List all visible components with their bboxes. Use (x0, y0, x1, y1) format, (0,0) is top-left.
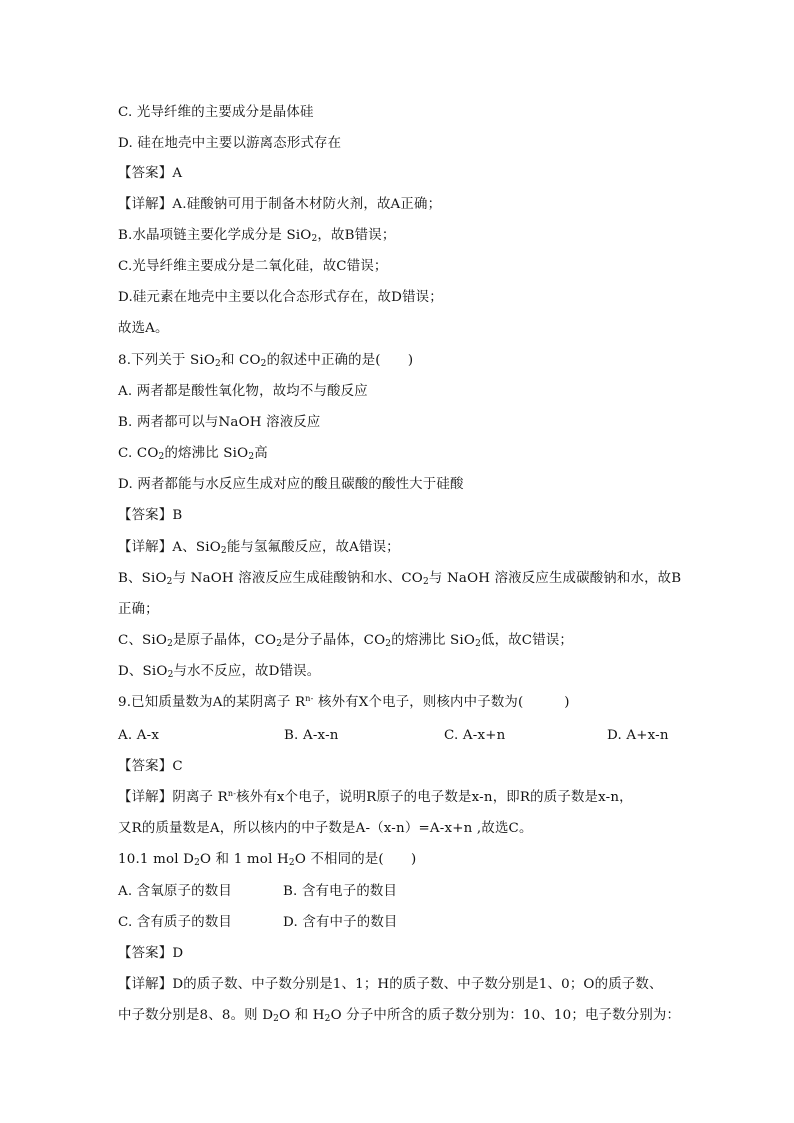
answer-value: A (172, 166, 183, 181)
q10-detail-2: 中子数分别是8、8。则 $D_2O$ 和 $H_2O$ 分子中所含的质子数分别为：10、10；电子数分别为： (118, 1008, 681, 1024)
q10-options-row-1 (118, 883, 518, 901)
detail-label: 【详解】 (118, 790, 173, 805)
q10-stem: 10.1 mol $D_2O$ 和 1 mol $H_2O$ 不相同的是( ) (118, 852, 417, 868)
answer-label: 【答案】 (118, 508, 173, 523)
q7-detail-5: 故选A。 (118, 321, 169, 336)
q8-option-c: C. $CO_2$的熔沸比 SiO$_2$高 (118, 446, 268, 462)
q7-option-d: D. 硅在地壳中主要以游离态形式存在 (118, 136, 342, 151)
q8-detail-4: D、SiO$_2$与水不反应，故D错误。 (118, 664, 321, 680)
answer-label: 【答案】 (118, 759, 173, 774)
q9-option-a: A. A-x (118, 728, 160, 743)
q10-option-a: A. 含氧原子的数目 (118, 884, 232, 899)
answer-value: D (172, 946, 184, 961)
q8-option-d: D. 两者都能与水反应生成对应的酸且碳酸的酸性大于硅酸 (118, 477, 464, 492)
q8-detail-3: C、SiO$_2$是原子晶体，$CO_2$是分子晶体，$CO_2$的熔沸比 SiO$_2$低，故C错误； (118, 633, 574, 649)
q10-detail-1: 【详解】D的质子数、中子数分别是1、1；H的质子数、中子数分别是1、0；O的质子数、 (118, 977, 663, 992)
q9-detail-2: 又R的质量数是A，所以核内的中子数是A-（x-n）=A-x+n ,故选C。 (118, 821, 533, 836)
detail-label: 【详解】 (118, 197, 173, 212)
q9-detail-1: 【详解】阴离子 $R^{n-}$核外有x个电子，说明R原子的电子数是x-n，即R的质子数是x-n， (118, 789, 633, 805)
q9-stem: 9.已知质量数为A的某阴离子 $R^{n-}$ 核外有X个电子，则核内中子数为( ) (118, 694, 570, 710)
q7-detail-3: C.光导纤维主要成分是二氧化硅，故C错误； (118, 259, 388, 274)
answer-value: B (172, 508, 183, 523)
q8-detail-2-cont: 正确； (118, 602, 159, 617)
q9-answer (118, 758, 183, 776)
q9-options (118, 727, 678, 745)
q10-option-c: C. 含有质子的数目 (118, 915, 233, 930)
q9-option-c: C. A-x+n (444, 728, 506, 743)
answer-label: 【答案】 (118, 946, 173, 961)
detail-label: 【详解】 (118, 540, 173, 555)
answer-value: C (172, 759, 183, 774)
q9-option-d: D. A+x-n (607, 728, 669, 743)
q8-answer (118, 507, 182, 525)
q8-option-a: A. 两者都是酸性氧化物，故均不与酸反应 (118, 384, 368, 399)
q8-option-b: B. 两者都可以与NaOH 溶液反应 (118, 415, 321, 430)
detail-label: 【详解】 (118, 977, 173, 992)
q10-option-d: D. 含有中子的数目 (283, 915, 398, 930)
q10-answer (118, 945, 183, 963)
q10-option-b: B. 含有电子的数目 (283, 884, 398, 899)
q7-answer (118, 165, 182, 183)
q7-detail-1: 【详解】A.硅酸钠可用于制备木材防火剂，故A正确； (118, 197, 442, 212)
answer-label: 【答案】 (118, 166, 173, 181)
q7-detail-4: D.硅元素在地壳中主要以化合态形式存在，故D错误； (118, 290, 443, 305)
q10-options-row-2 (118, 914, 518, 932)
q8-detail-2: B、SiO$_2$与 NaOH 溶液反应生成硅酸钠和水、$CO_2$与 NaOH 溶液反应生成碳酸钠和水，故B (118, 571, 682, 587)
q7-option-c: C. 光导纤维的主要成分是晶体硅 (118, 105, 314, 120)
q8-stem: 8.下列关于 SiO$_2$和 $CO_2$的叙述中正确的是( ) (118, 353, 414, 369)
q7-detail-2: B.水晶项链主要化学成分是 SiO$_2$，故B错误； (118, 228, 396, 244)
q8-detail-1: 【详解】A、SiO$_2$能与氢氟酸反应，故A错误； (118, 540, 400, 556)
q9-option-b: B. A-x-n (284, 728, 339, 743)
